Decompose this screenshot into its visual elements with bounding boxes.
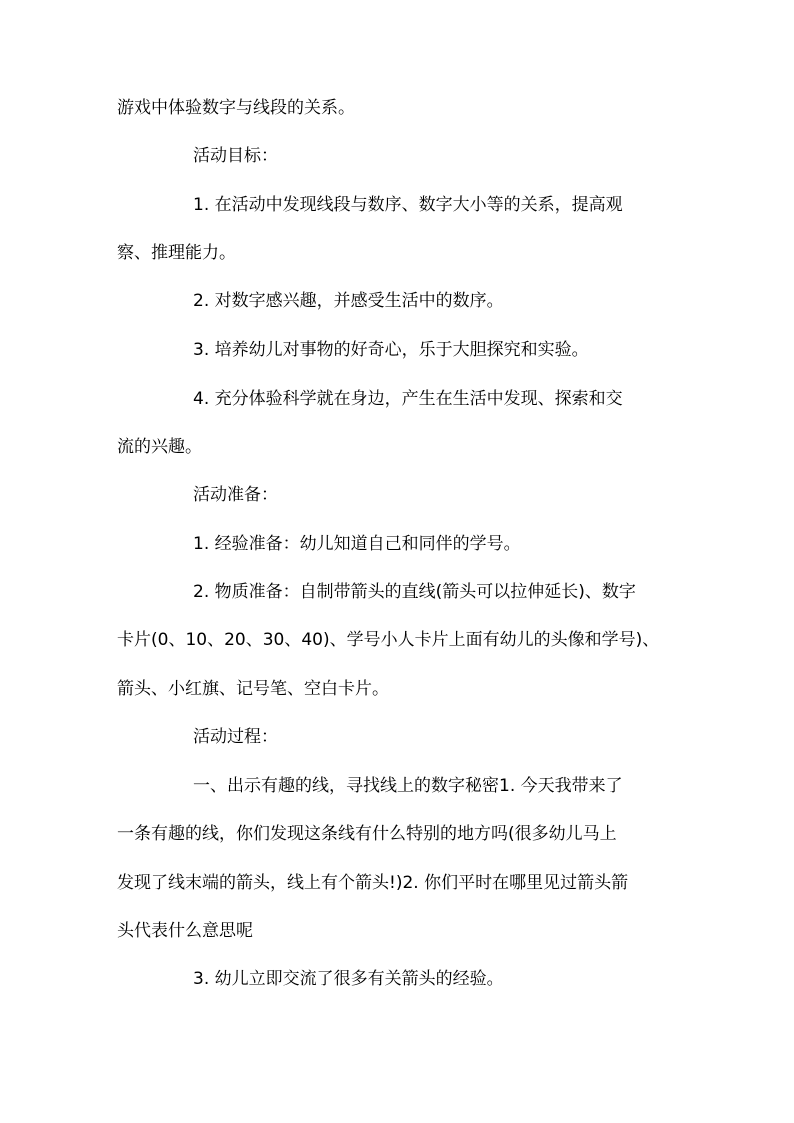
section-heading-process: 活动过程： (193, 727, 278, 747)
text-line: 卡片(0、10、20、30、40)、学号小人卡片上面有幼儿的头像和学号)、 (117, 630, 660, 650)
text-line: 3. 幼儿立即交流了很多有关箭头的经验。 (193, 969, 504, 989)
text-line: 头代表什么意思呢 (117, 921, 253, 941)
text-line: 1. 在活动中发现线段与数序、数字大小等的关系，提高观 (193, 195, 623, 215)
text-line: 流的兴趣。 (117, 437, 202, 457)
section-heading-goals: 活动目标： (193, 146, 278, 166)
text-line: 察、推理能力。 (117, 243, 236, 263)
text-line: 箭头、小红旗、记号笔、空白卡片。 (117, 679, 389, 699)
section-heading-preparation: 活动准备： (193, 485, 278, 505)
text-line: 3. 培养幼儿对事物的好奇心，乐于大胆探究和实验。 (193, 340, 589, 360)
text-line: 发现了线末端的箭头，线上有个箭头!)2. 你们平时在哪里见过箭头箭 (117, 873, 629, 893)
text-line: 1. 经验准备：幼儿知道自己和同伴的学号。 (193, 534, 521, 554)
text-line: 一条有趣的线，你们发现这条线有什么特别的地方吗(很多幼儿马上 (117, 824, 617, 844)
text-line: 2. 物质准备：自制带箭头的直线(箭头可以拉伸延长)、数字 (193, 582, 636, 602)
text-line: 2. 对数字感兴趣，并感受生活中的数序。 (193, 291, 504, 311)
text-line: 4. 充分体验科学就在身边，产生在生活中发现、探索和交 (193, 389, 623, 409)
text-line: 游戏中体验数字与线段的关系。 (117, 98, 355, 118)
text-line: 一、出示有趣的线，寻找线上的数字秘密1. 今天我带来了 (193, 776, 623, 796)
